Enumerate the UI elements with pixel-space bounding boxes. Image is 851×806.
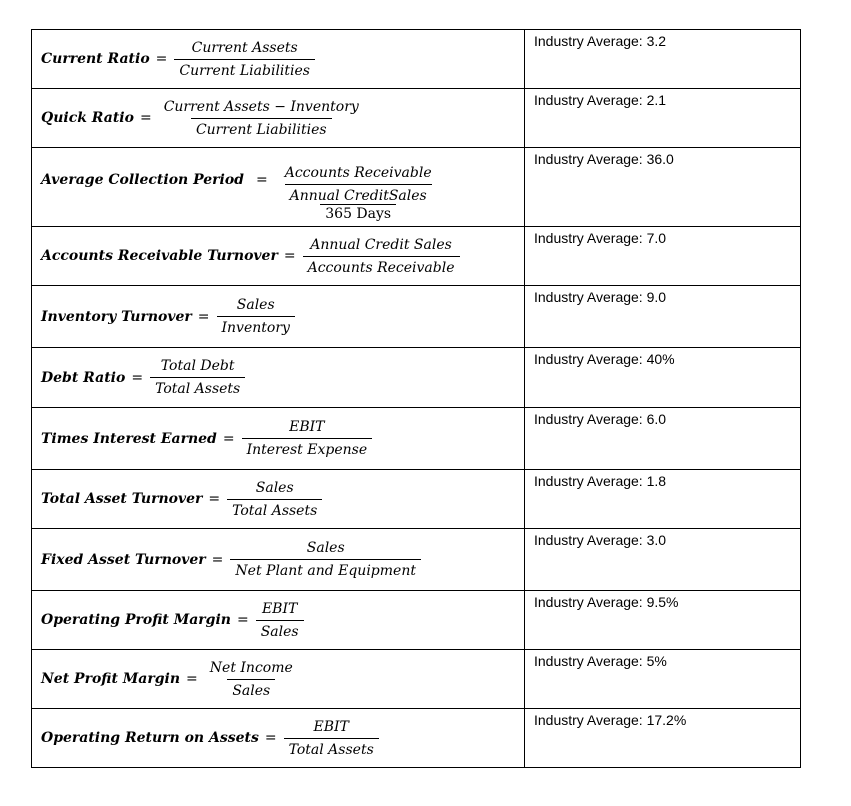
average-collection-period-formula <box>41 148 437 222</box>
industry-cell <box>525 529 801 591</box>
ratio-name: Total Asset Turnover <box>41 491 203 507</box>
industry-cell <box>525 408 801 470</box>
fraction <box>280 165 437 222</box>
fraction <box>227 480 322 519</box>
numerator: EBIT <box>289 419 325 435</box>
ratio-name: Times Interest Earned <box>41 430 217 447</box>
formula-cell <box>32 89 525 148</box>
fraction <box>303 237 460 276</box>
fixed-asset-turnover-formula <box>41 529 421 590</box>
ratio-name: Operating Profit Margin <box>41 612 231 628</box>
numerator: Net Income <box>209 659 293 676</box>
ratio-name: Fixed Asset Turnover <box>41 551 206 568</box>
numerator: Annual Credit Sales <box>310 236 452 253</box>
numerator: Accounts Receivable <box>284 165 432 181</box>
numerator: Current Assets <box>191 39 298 56</box>
denominator: Sales <box>256 620 304 640</box>
ratio-name: Quick Ratio <box>41 110 134 126</box>
formula-cell <box>32 408 525 470</box>
industry-cell <box>525 348 801 408</box>
industry-average: Industry Average: 3.2 <box>534 33 667 49</box>
industry-average: Industry Average: 5% <box>534 653 667 669</box>
equals-sign: = <box>264 730 277 746</box>
equals-sign: = <box>208 491 221 507</box>
table-row <box>32 348 801 408</box>
industry-average: Industry Average: 7.0 <box>534 230 667 246</box>
denominator: Current Liabilities <box>191 118 332 138</box>
formula-cell <box>32 286 525 348</box>
operating-return-on-assets-formula <box>41 709 379 767</box>
denominator: Net Plant and Equipment <box>230 559 421 579</box>
denominator: Sales <box>227 679 275 699</box>
table-row <box>32 30 801 89</box>
numerator: Sales <box>236 297 275 313</box>
ratio-name: Debt Ratio <box>41 369 126 386</box>
ratio-name: Current Ratio <box>41 51 150 67</box>
numerator: Sales <box>306 540 345 556</box>
industry-cell <box>525 227 801 286</box>
industry-average: Industry Average: 9.0 <box>534 289 667 305</box>
ratio-name: Average Collection Period <box>41 171 244 188</box>
denominator: Total Assets <box>227 499 322 519</box>
fraction <box>230 540 421 579</box>
industry-average: Industry Average: 1.8 <box>534 473 667 489</box>
numerator: Current Assets − Inventory <box>163 98 359 115</box>
total-asset-turnover-formula <box>41 470 322 528</box>
formula-cell <box>32 650 525 709</box>
sub-denominator <box>320 204 396 222</box>
fraction <box>159 99 364 138</box>
debt-ratio-formula <box>41 348 245 407</box>
ratios-table <box>31 29 801 768</box>
equals-sign: = <box>155 51 168 67</box>
denominator: Annual CreditSales <box>285 184 432 204</box>
table-row <box>32 650 801 709</box>
table-row <box>32 591 801 650</box>
fraction <box>256 601 304 640</box>
table-row <box>32 408 801 470</box>
quick-ratio-formula <box>41 89 364 147</box>
fraction <box>242 419 373 458</box>
fraction <box>150 358 245 397</box>
denominator: Inventory <box>217 316 295 336</box>
net-profit-margin-formula <box>41 650 298 708</box>
formula-cell <box>32 591 525 650</box>
formula-cell <box>32 470 525 529</box>
denominator: Current Liabilities <box>174 59 315 79</box>
ratio-name: Operating Return on Assets <box>41 730 259 746</box>
sub-denominator-text: 365 Days <box>325 206 392 222</box>
industry-average: Industry Average: 40% <box>534 351 675 367</box>
numerator: Total Debt <box>160 358 235 374</box>
industry-average: Industry Average: 9.5% <box>534 594 679 610</box>
industry-cell <box>525 148 801 227</box>
denominator: Total Assets <box>284 738 379 758</box>
formula-cell <box>32 529 525 591</box>
denominator: Total Assets <box>150 377 245 397</box>
industry-cell <box>525 709 801 768</box>
equals-sign: = <box>222 430 235 447</box>
table-row <box>32 470 801 529</box>
table-row <box>32 227 801 286</box>
table-row <box>32 89 801 148</box>
industry-average: Industry Average: 6.0 <box>534 411 667 427</box>
industry-average: Industry Average: 36.0 <box>534 151 674 167</box>
industry-average: Industry Average: 2.1 <box>534 92 667 108</box>
fraction <box>205 660 298 699</box>
industry-cell <box>525 30 801 89</box>
equals-sign: = <box>236 612 249 628</box>
fraction <box>284 719 379 758</box>
formula-cell <box>32 709 525 768</box>
industry-cell <box>525 591 801 650</box>
inventory-turnover-formula <box>41 286 295 347</box>
table-row <box>32 286 801 348</box>
fraction <box>217 297 295 336</box>
numerator: EBIT <box>261 600 298 617</box>
table-row <box>32 529 801 591</box>
table-row <box>32 709 801 768</box>
equals-sign: = <box>139 110 152 126</box>
formula-cell <box>32 148 525 227</box>
fraction <box>174 40 315 79</box>
equals-sign: = <box>131 369 144 386</box>
formula-cell <box>32 30 525 89</box>
formula-cell <box>32 348 525 408</box>
equals-sign: = <box>283 248 296 264</box>
formula-cell <box>32 227 525 286</box>
numerator: Sales <box>255 479 294 496</box>
times-interest-earned-formula <box>41 408 372 469</box>
industry-cell <box>525 286 801 348</box>
industry-cell <box>525 470 801 529</box>
numerator: EBIT <box>313 718 349 735</box>
equals-sign: = <box>255 171 268 188</box>
denominator: Accounts Receivable <box>303 256 460 276</box>
equals-sign: = <box>197 308 210 325</box>
industry-average: Industry Average: 3.0 <box>534 532 667 548</box>
operating-profit-margin-formula <box>41 591 304 649</box>
industry-cell <box>525 89 801 148</box>
ratio-name: Net Profit Margin <box>41 671 181 687</box>
ratio-name: Inventory Turnover <box>41 308 192 325</box>
industry-average: Industry Average: 17.2% <box>534 712 687 728</box>
ratio-name: Accounts Receivable Turnover <box>41 248 278 264</box>
equals-sign: = <box>211 551 224 568</box>
denominator: Interest Expense <box>242 438 373 458</box>
accounts-receivable-turnover-formula <box>41 227 460 285</box>
table-row <box>32 148 801 227</box>
current-ratio-formula <box>41 30 315 88</box>
equals-sign: = <box>186 671 198 687</box>
industry-cell <box>525 650 801 709</box>
